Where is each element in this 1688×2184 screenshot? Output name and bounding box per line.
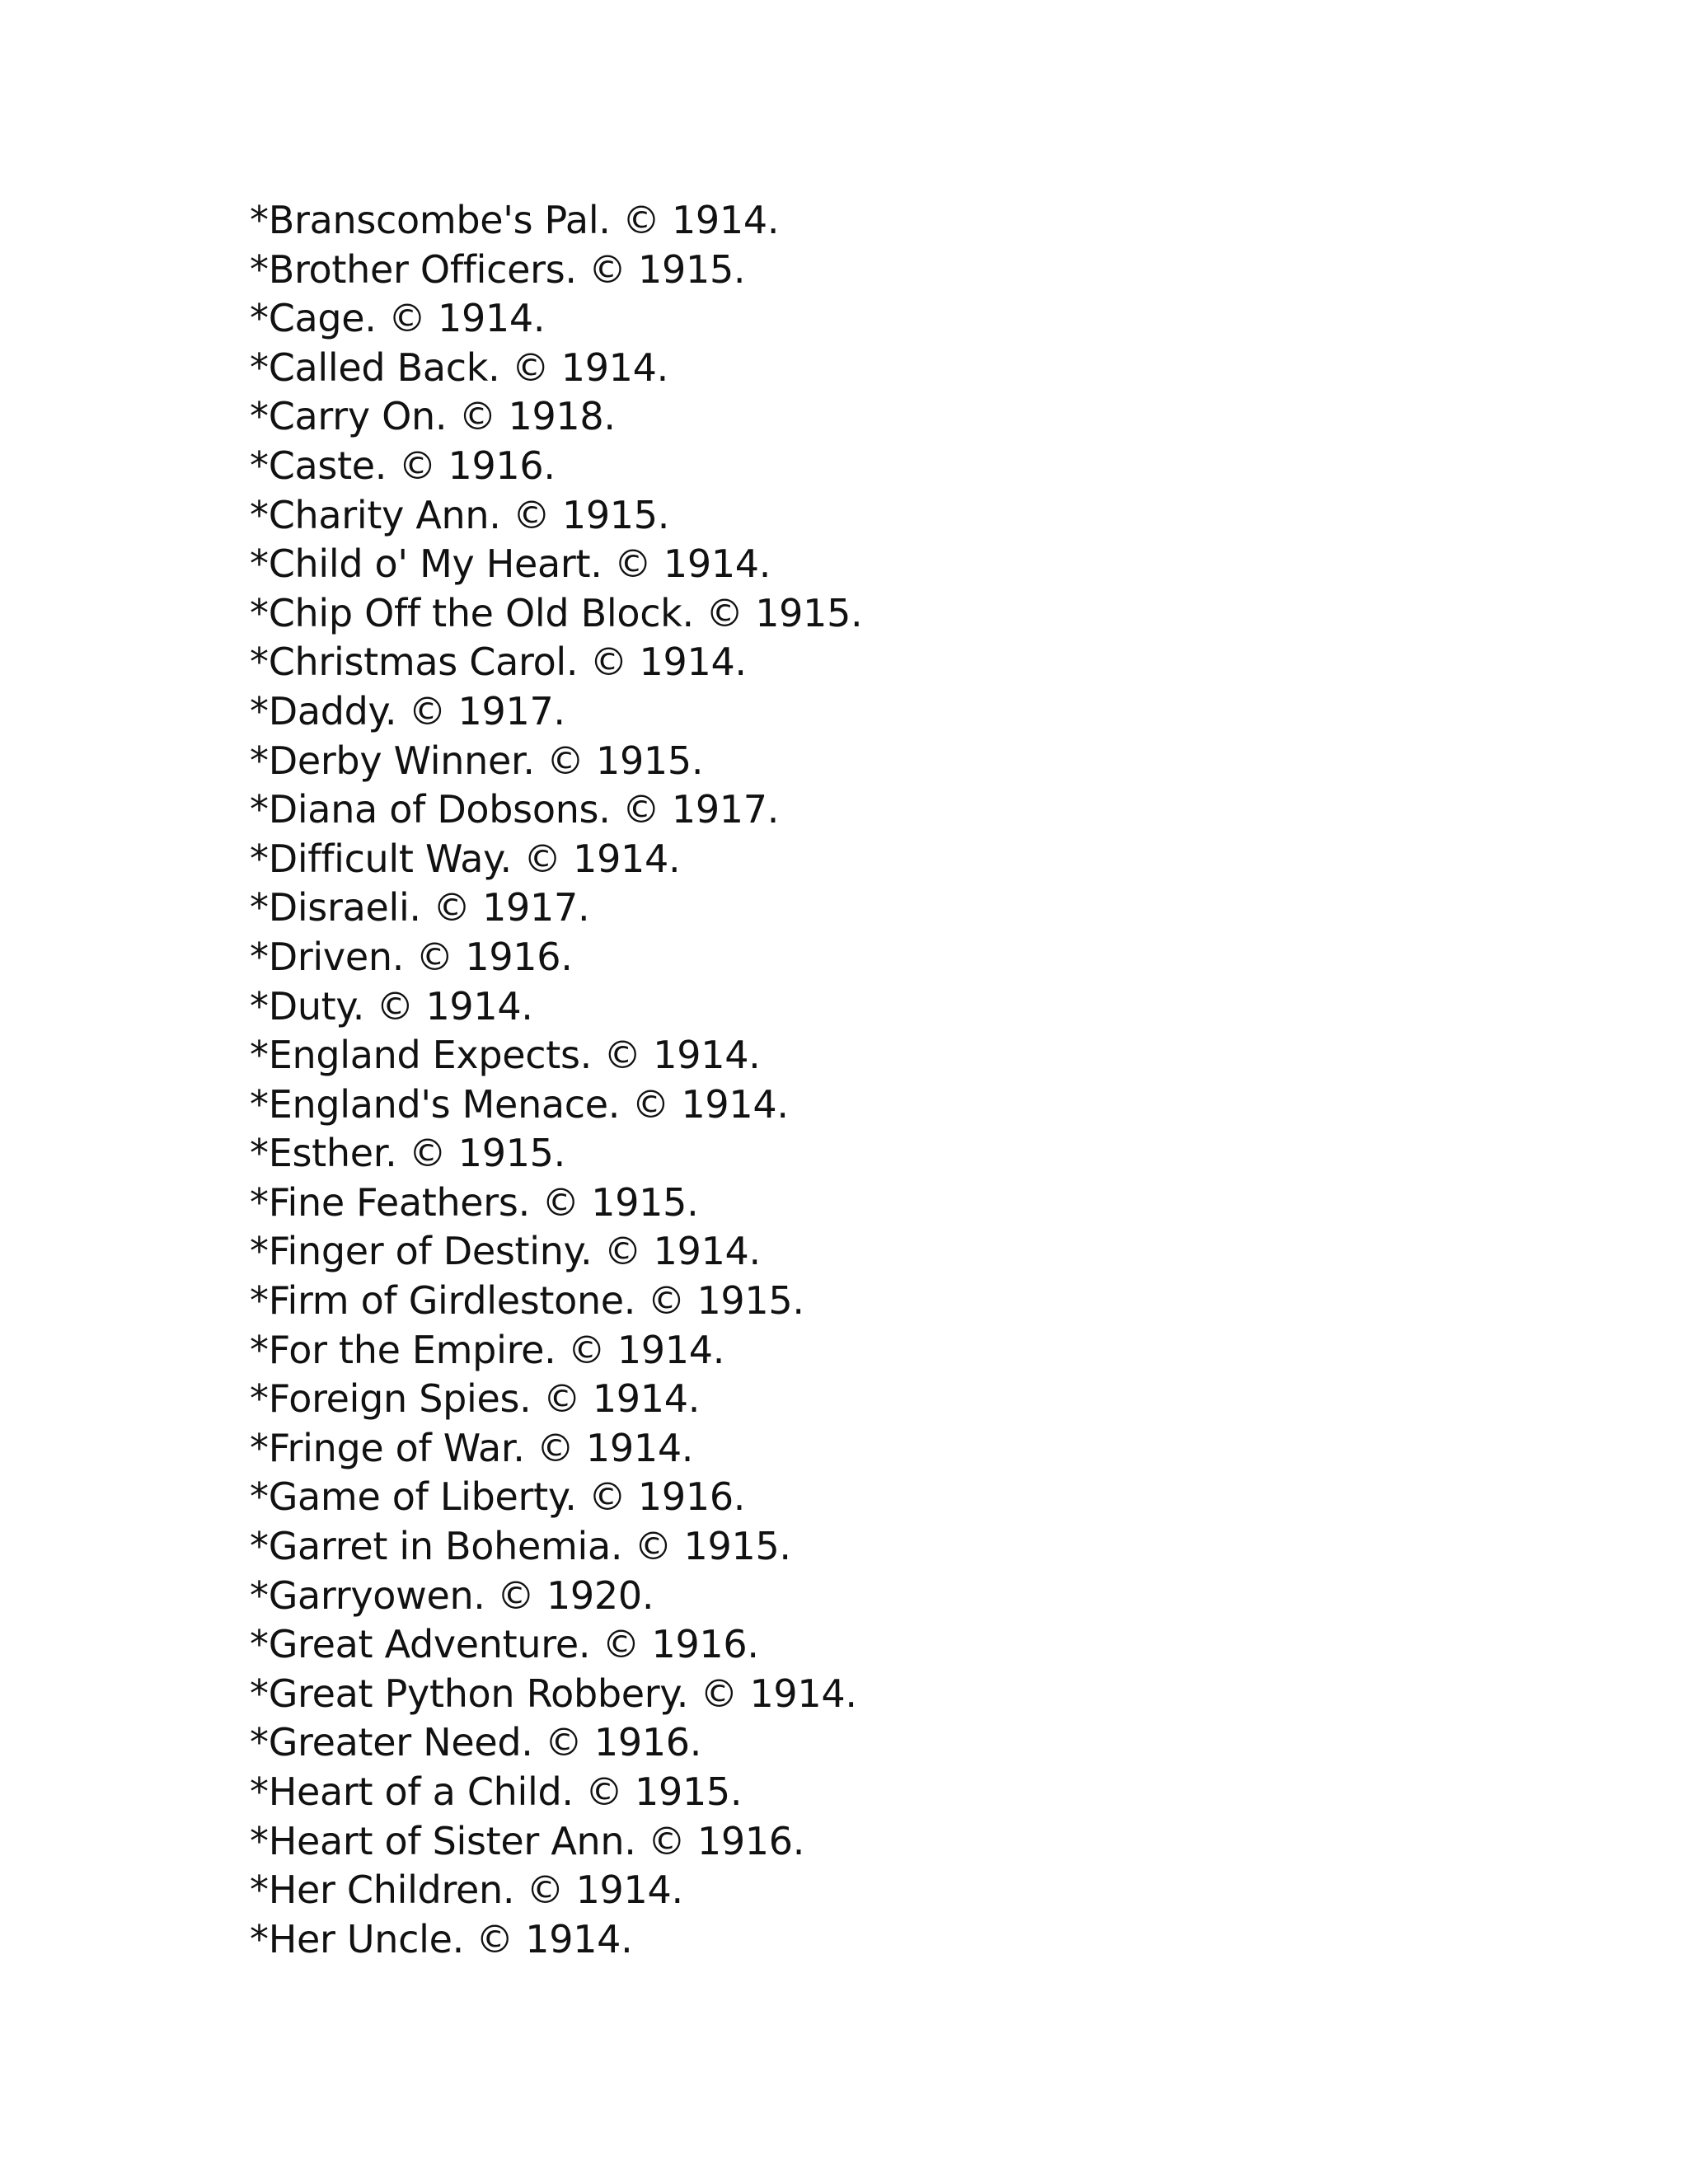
- list-item: *Fringe of War. © 1914.: [250, 1425, 694, 1470]
- list-item: *Great Python Robbery. © 1914.: [250, 1671, 857, 1716]
- list-item: *Heart of Sister Ann. © 1916.: [250, 1818, 805, 1863]
- list-item: *Game of Liberty. © 1916.: [250, 1474, 746, 1520]
- list-item: *Brother Officers. © 1915.: [250, 246, 746, 292]
- list-item: *Driven. © 1916.: [250, 934, 573, 979]
- list-item: *Chip Off the Old Block. © 1915.: [250, 590, 863, 635]
- list-item: *Derby Winner. © 1915.: [250, 738, 704, 783]
- list-item: *Christmas Carol. © 1914.: [250, 640, 747, 685]
- list-item: *England Expects. © 1914.: [250, 1033, 761, 1078]
- list-item: *Disraeli. © 1917.: [250, 885, 590, 930]
- list-item: *Her Children. © 1914.: [250, 1868, 683, 1913]
- list-item: *Garret in Bohemia. © 1915.: [250, 1524, 791, 1569]
- list-item: *Carry On. © 1918.: [250, 394, 616, 439]
- list-item: *Her Uncle. © 1914.: [250, 1916, 633, 1961]
- list-item: *Garryowen. © 1920.: [250, 1572, 654, 1618]
- list-item: *Esther. © 1915.: [250, 1131, 565, 1176]
- list-item: *Firm of Girdlestone. © 1915.: [250, 1278, 804, 1324]
- list-item: *Branscombe's Pal. © 1914.: [250, 198, 780, 242]
- list-item: *Duty. © 1914.: [250, 983, 533, 1029]
- list-item: *Child o' My Heart. © 1914.: [250, 541, 771, 587]
- list-item: *Fine Feathers. © 1915.: [250, 1179, 699, 1225]
- list-item: *For the Empire. © 1914.: [250, 1327, 725, 1372]
- list-item: *Foreign Spies. © 1914.: [250, 1376, 701, 1422]
- list-item: *Difficult Way. © 1914.: [250, 836, 681, 881]
- list-item: *Greater Need. © 1916.: [250, 1720, 702, 1765]
- list-item: *Finger of Destiny. © 1914.: [250, 1229, 761, 1274]
- list-item: *Great Adventure. © 1916.: [250, 1622, 759, 1667]
- title-list: [250, 196, 862, 1964]
- list-item: *Cage. © 1914.: [250, 296, 546, 341]
- list-item: *Charity Ann. © 1915.: [250, 492, 670, 537]
- list-item: *Daddy. © 1917.: [250, 688, 565, 733]
- list-item: *Caste. © 1916.: [250, 443, 556, 488]
- list-item: *Called Back. © 1914.: [250, 344, 668, 390]
- list-item: *Heart of a Child. © 1915.: [250, 1769, 743, 1814]
- list-item: *England's Menace. © 1914.: [250, 1081, 789, 1127]
- list-item: *Diana of Dobsons. © 1917.: [250, 787, 780, 832]
